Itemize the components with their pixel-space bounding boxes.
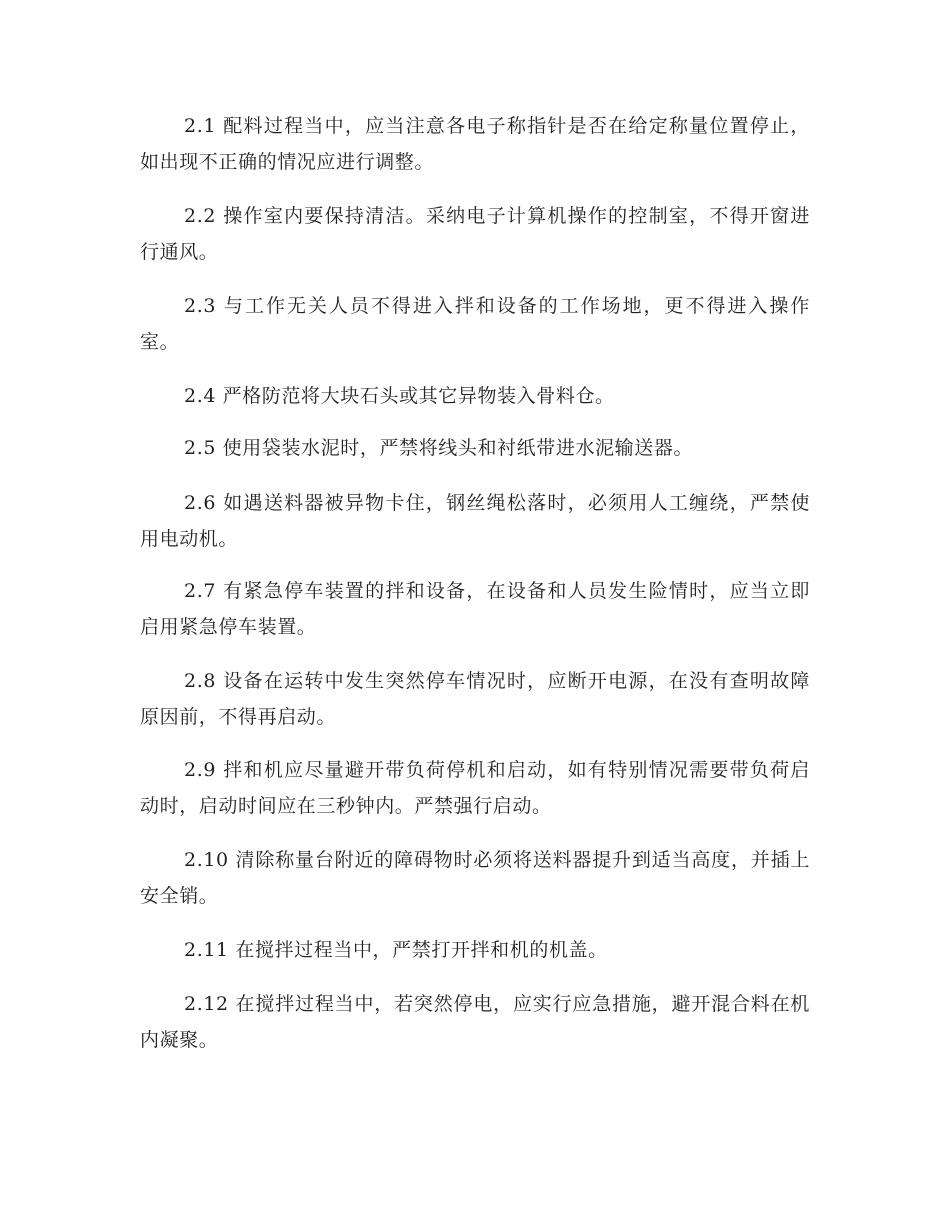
paragraph-2-7: 2.7 有紧急停车装置的拌和设备，在设备和人员发生险情时，应当立即启用紧急停车装置。 bbox=[140, 580, 810, 638]
paragraph-2-2: 2.2 操作室内要保持清洁。采纳电子计算机操作的控制室，不得开窗进行通风。 bbox=[140, 205, 810, 263]
paragraph-2-8: 2.8 设备在运转中发生突然停车情况时，应断开电源，在没有查明故障原因前，不得再启动。 bbox=[140, 670, 810, 728]
paragraph-2-1: 2.1 配料过程当中，应当注意各电子称指针是否在给定称量位置停止，如出现不正确的情况应进行调整。 bbox=[140, 115, 810, 173]
paragraph-2-4: 2.4 严格防范将大块石头或其它异物装入骨料仓。 bbox=[184, 385, 615, 407]
paragraph-2-6: 2.6 如遇送料器被异物卡住，钢丝绳松落时，必须用人工缠绕，严禁使用电动机。 bbox=[140, 492, 810, 550]
paragraph-2-11: 2.11 在搅拌过程当中，严禁打开拌和机的机盖。 bbox=[184, 939, 608, 961]
paragraph-2-5: 2.5 使用袋装水泥时，严禁将线头和衬纸带进水泥输送器。 bbox=[184, 437, 694, 459]
paragraph-2-12: 2.12 在搅拌过程当中，若突然停电，应实行应急措施，避开混合料在机内凝聚。 bbox=[140, 993, 810, 1051]
paragraph-2-10: 2.10 清除称量台附近的障碍物时必须将送料器提升到适当高度，并插上安全销。 bbox=[140, 849, 810, 907]
paragraph-2-9: 2.9 拌和机应尽量避开带负荷停机和启动，如有特别情况需要带负荷启动时，启动时间应在三秒钟内。严禁强行启动。 bbox=[140, 759, 810, 817]
paragraph-2-3: 2.3 与工作无关人员不得进入拌和设备的工作场地，更不得进入操作室。 bbox=[140, 295, 810, 353]
